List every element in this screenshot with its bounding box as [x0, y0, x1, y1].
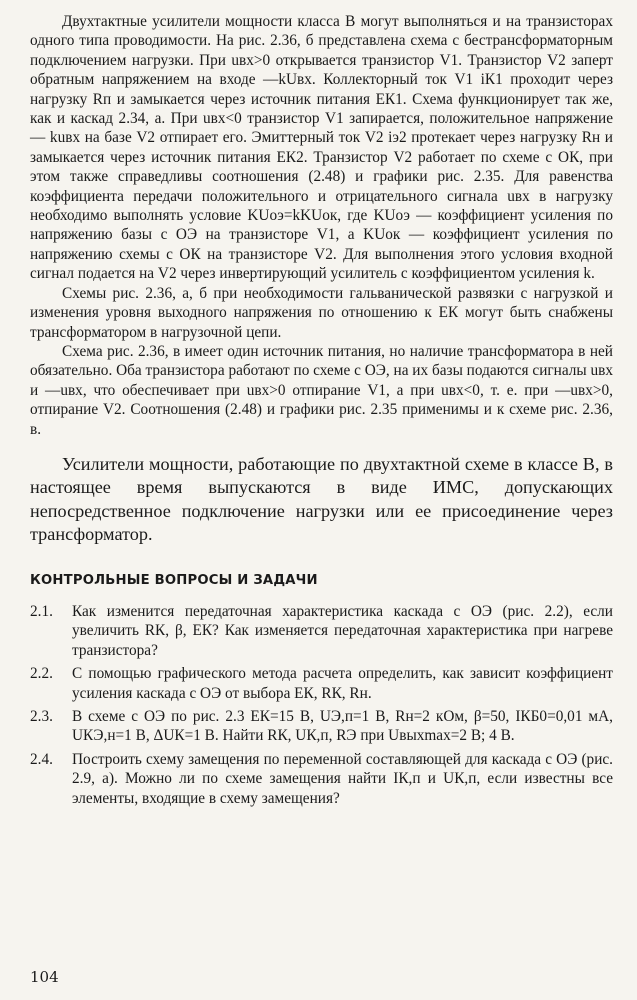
- body-paragraph-1: Двухтактные усилители мощности класса В могут выполняться и на транзисторах одного типа проводимости. На рис. 2.36, б представлена схема с бестрансформаторным подключением нагрузки. При uвх>0 открывается транзистор V1. Транзистор V2 заперт обратным напряжением на входе —kUвх. Коллекторный ток V1 iК1 проходит через нагрузку Rп и замыкается через источник питания EК1. Схема функционирует так же, как и каскад 2.34, а. При uвх<0 транзистор V1 запирается, положительное напряжение — kuвх на базе V2 отпирает его. Эмиттерный ток V2 iэ2 протекает через нагрузку Rн и замыкается через источник питания EК2. Транзистор V2 работает по схеме с ОК, при этом также справедливы соотношения (2.48) и графики рис. 2.35. Для равенства коэффициента передачи положительного и отрицательного сигнала uвх в нагрузку необходимо выполнять условие KUоэ=kKUок, где KUоэ — коэффициент усиления по напряжению базы с ОЭ на транзисторе V1, а KUок — коэффициент усиления по напряжению схемы с ОК на транзисторе V2. Для выполнения этого условия входной сигнал подается на V2 через инвертирующий усилитель с коэффициентом усиления k.: [30, 13, 613, 283]
- question-item: [30, 664, 613, 703]
- question-item: [30, 707, 613, 746]
- question-item: [30, 750, 613, 808]
- body-paragraph-2: Схемы рис. 2.36, а, б при необходимости гальванической развязки с нагрузкой и изменения уровня выходного напряжения по отношению к EК могут быть снабжены трансформатором в нагрузочной цепи.: [30, 284, 613, 341]
- question-text: В схеме с ОЭ по рис. 2.3 EК=15 В, UЭ,п=1 В, Rн=2 кОм, β=50, IКБ0=0,01 мА, UКЭ,н=1 В, ΔUК=1 В. Найти RК, UК,п, RЭ при Uвыхmax=2 В; 4 В.: [72, 707, 613, 745]
- question-text: Как изменится передаточная характеристика каскада с ОЭ (рис. 2.2), если увеличить RК, β, EК? Как изменяется передаточная характеристика при нагреве транзистора?: [72, 602, 613, 659]
- section-heading: КОНТРОЛЬНЫЕ ВОПРОСЫ И ЗАДАЧИ: [30, 572, 318, 588]
- question-number: 2.1.: [30, 602, 53, 620]
- question-text: Построить схему замещения по переменной составляющей для каскада с ОЭ (рис. 2.9, а). Можно ли по схеме замещения найти IК,п и UК,п, если известны все элементы, входящие в схему замещения?: [72, 750, 613, 807]
- question-number: 2.4.: [30, 750, 53, 768]
- question-number: 2.2.: [30, 665, 53, 683]
- page-number: 104: [30, 968, 59, 986]
- question-text: С помощью графического метода расчета определить, как зависит коэффициент усиления каскада с ОЭ от выбора EК, RК, Rн.: [72, 665, 613, 702]
- body-paragraph-3: Схема рис. 2.36, в имеет один источник питания, но наличие трансформатора в ней обязательно. Оба транзистора работают по схеме с ОЭ, на их базы подаются сигналы uвх и —uвх, что обеспечивает при uвх>0 отпирание V1, а при uвх<0, т. е. при —uвх>0, отпирание V2. Соотношения (2.48) и графики рис. 2.35 применимы и к схеме рис. 2.36, в.: [30, 342, 614, 438]
- summary-paragraph: Усилители мощности, работающие по двухтактной схеме в классе В, в настоящее время выпускаются в виде ИМС, допускающих непосредственное подключение нагрузки или ее присоединение через трансформатор.: [30, 453, 613, 545]
- question-item: [30, 602, 613, 660]
- question-number: 2.3.: [30, 707, 53, 725]
